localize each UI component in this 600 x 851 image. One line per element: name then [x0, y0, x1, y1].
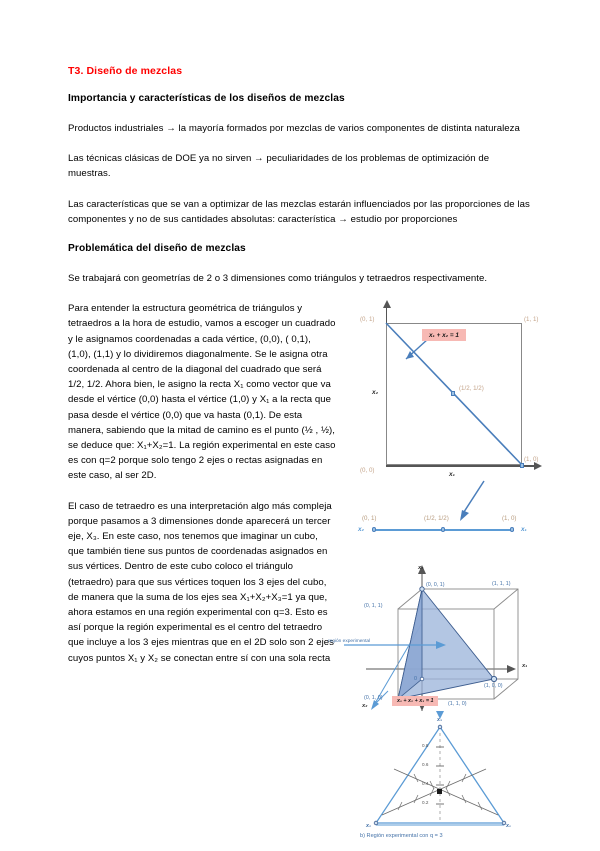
ternary-tick-0: 0.8	[422, 743, 429, 749]
figure-segment-q2	[344, 495, 540, 553]
segment-endpoint-left	[372, 527, 376, 531]
square-y-axis-label: x₂	[372, 389, 379, 397]
ternary-tick-2: 0.4	[422, 781, 429, 787]
square-label-bottom-left: (0, 0)	[360, 467, 375, 475]
segment-label-left: (0, 1)	[362, 515, 377, 523]
page-title: T3. Diseño de mezclas	[68, 65, 183, 77]
square-label-bottom-right: (1, 0)	[524, 456, 539, 464]
square-equation-tag: x₁ + x₂ = 1	[422, 329, 466, 341]
cube-label-origin: 0	[414, 676, 417, 683]
square-label-top-left: (0, 1)	[360, 316, 375, 324]
cube-label-top: (0, 0, 1)	[426, 582, 445, 589]
cube-label-front-bottom: (1, 1, 0)	[448, 701, 467, 708]
segment-label-right: (1, 0)	[502, 515, 517, 523]
text-and-figures-area	[68, 301, 539, 840]
ternary-apex-axis-label: x₃	[437, 717, 443, 724]
segment-label-mid: (1/2, 1/2)	[424, 515, 449, 523]
cube-axis-label-x3: x₃	[418, 565, 424, 572]
cube-axis-label-x2: x₂	[362, 703, 368, 710]
cube-region-label: región experimental	[328, 639, 371, 645]
cube-axis-label-x1: x₁	[522, 663, 528, 670]
square-midpoint-marker	[451, 391, 455, 395]
segment-endpoint-right	[510, 527, 514, 531]
ternary-drawing	[336, 719, 536, 840]
paragraph-estructura-geometrica: Para entender la estructura geométrica de triángulos y tetraedros a la hora de estudio, vamos a escoger un cuadrado y le asignamos coordenadas a cada vértice, (0,0), ( 0,1), (1,0), (1,1) y lo dividiremos diagonalmente. Se le asigna otra coordenada al centro de la diagonal del cuadrado que será 1/2, 1/2. Ahora bien, le asigno la recta X₁ como vector que va desde el vértice (0,0) hasta el vértice (1,0) y X₁ a la recta que pasa desde el vértice (0,0) que va hasta (0,1). De esta manera, sabiendo que la mitad de camino es el punto (½ , ½), se deduce que: X₁+X₂=1. La región experimental en este caso es con q=2 porque solo tengo 2 ejes o rectas asignadas en este caso, al ser 2D.	[68, 303, 336, 482]
cube-label-top-right-back: (1, 1, 1)	[492, 581, 511, 588]
square-label-midpoint: (1/2, 1/2)	[459, 385, 484, 393]
paragraph-tecnicas-clasicas: Las técnicas clásicas de DOE ya no sirven → peculiaridades de los problemas de optimización de muestras.	[68, 153, 490, 180]
ternary-tick-3: 0.2	[422, 800, 429, 806]
ternary-tick-1: 0.6	[422, 762, 429, 768]
paragraph-tetraedro: El caso de tetraedro es una interpretación algo más compleja porque pasamos a 3 dimensiones donde aparecerá un tercer eje, X₃. En este caso, nos tenemos que imaginar un cubo, que también tiene sus puntos de coordenadas asignados en sus vértices. Dentro de este cubo coloco el triángulo (tetraedro) para que sus vértices toquen los 3 ejes del cubo, de manera que la suma de los ejes sea X₁+X₂+X₃=1 ya que, ahora estamos en una región experimental con q=3. Esto es así porque la región experimental es el centro del tetraedro que incluye a los 3 ejes mientras que en el 2D solo son 2 ejes cuyos puntos X₁ y X₂ se conectan entre sí con una sola recta	[68, 500, 335, 664]
square-x-axis-label: x₁	[449, 471, 455, 479]
square-y-axis-arrow-icon	[383, 300, 391, 308]
square-x-axis-arrow-icon	[534, 462, 542, 470]
ternary-left-axis-label: x₂	[366, 823, 372, 830]
figure-ternary-region	[336, 719, 536, 851]
cube-label-left-front: (0, 1, 0)	[364, 695, 383, 702]
section-heading-problematica: Problemática del diseño de mezclas	[68, 243, 246, 255]
document-content	[68, 64, 539, 840]
figure-square-with-diagonal	[344, 301, 540, 481]
segment-axis-label-x2: x₂	[358, 526, 364, 534]
segment-midpoint	[441, 527, 445, 531]
square-x-axis	[386, 465, 540, 466]
cube-label-left-back: (0, 1, 1)	[364, 603, 383, 610]
cube-equation-tag: x₁ + x₂ + x₃ = 1	[392, 696, 438, 706]
square-tag-pointer-arrow-icon	[396, 337, 430, 367]
square-vertex-marker-bottom-right	[520, 463, 524, 467]
cube-label-right: (1, 0, 0)	[484, 683, 503, 690]
ternary-caption: b) Región experimental con q = 3	[360, 833, 443, 840]
segment-axis-label-x1: x₁	[521, 526, 527, 534]
paragraph-productos-industriales: Productos industriales → la mayoría formados por mezclas de varios componentes de distinta naturaleza	[68, 123, 520, 134]
figure-cube-tetrahedron	[328, 563, 536, 713]
ternary-right-axis-label: x₁	[506, 823, 511, 830]
figures-column	[328, 301, 540, 851]
left-text-column	[68, 301, 336, 666]
square-label-top-right: (1, 1)	[524, 316, 539, 324]
paragraph-caracteristicas-optimizar: Las características que se van a optimizar de las mezclas estarán influenciados por las proporciones de las componentes y no de sus cantidades absolutas: característica → estudio por proporciones	[68, 198, 530, 225]
paragraph-geometrias: Se trabajará con geometrías de 2 o 3 dimensiones como triángulos y tetraedros respectivamente.	[68, 273, 488, 285]
section-heading-importancia: Importancia y características de los diseños de mezclas	[68, 93, 345, 104]
